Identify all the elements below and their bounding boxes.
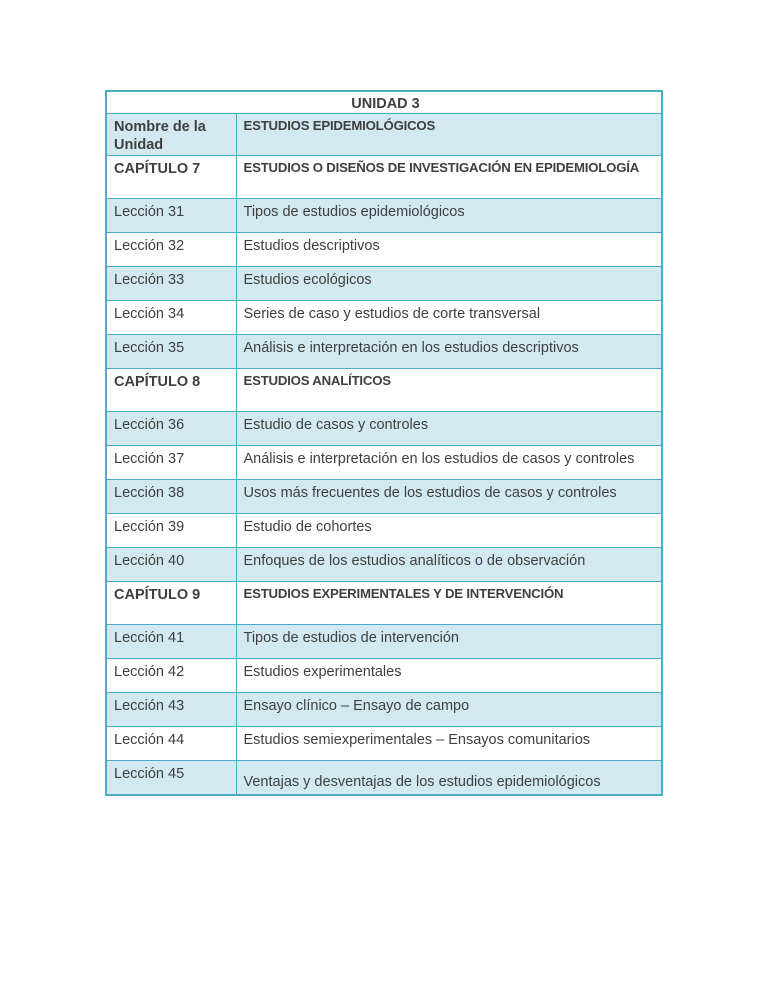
lesson-title: Estudios semiexperimentales – Ensayos comunitarios [236, 727, 662, 761]
lesson-title: Estudios ecológicos [236, 267, 662, 301]
lesson-row [106, 412, 662, 446]
row-desc: ESTUDIOS EPIDEMIOLÓGICOS [236, 114, 662, 156]
lesson-row [106, 446, 662, 480]
row-label: Nombre de la Unidad [106, 114, 236, 156]
lesson-row [106, 199, 662, 233]
lesson-title: Análisis e interpretación en los estudios descriptivos [236, 335, 662, 369]
lesson-number: Lección 45 [106, 761, 236, 795]
chapter-label: CAPÍTULO 9 [106, 582, 236, 625]
lesson-title: Tipos de estudios epidemiológicos [236, 199, 662, 233]
lesson-number: Lección 43 [106, 693, 236, 727]
lesson-number: Lección 42 [106, 659, 236, 693]
lesson-row [106, 267, 662, 301]
lesson-row [106, 625, 662, 659]
lesson-number: Lección 39 [106, 514, 236, 548]
lesson-number: Lección 33 [106, 267, 236, 301]
lesson-row [106, 480, 662, 514]
lesson-title: Estudio de casos y controles [236, 412, 662, 446]
lesson-row [106, 514, 662, 548]
lesson-number: Lección 44 [106, 727, 236, 761]
lesson-title: Series de caso y estudios de corte transversal [236, 301, 662, 335]
lesson-row [106, 659, 662, 693]
lesson-title: Usos más frecuentes de los estudios de casos y controles [236, 480, 662, 514]
lesson-row [106, 335, 662, 369]
chapter-title: ESTUDIOS EXPERIMENTALES Y DE INTERVENCIÓN [236, 582, 662, 625]
lesson-number: Lección 31 [106, 199, 236, 233]
unit-contents-table [105, 90, 663, 796]
lesson-title: Enfoques de los estudios analíticos o de observación [236, 548, 662, 582]
lesson-row [106, 301, 662, 335]
lesson-row [106, 693, 662, 727]
lesson-number: Lección 40 [106, 548, 236, 582]
lesson-row [106, 727, 662, 761]
lesson-title: Ensayo clínico – Ensayo de campo [236, 693, 662, 727]
lesson-title: Análisis e interpretación en los estudios de casos y controles [236, 446, 662, 480]
lesson-number: Lección 36 [106, 412, 236, 446]
chapter-title: ESTUDIOS ANALÍTICOS [236, 369, 662, 412]
chapter-label: CAPÍTULO 7 [106, 156, 236, 199]
lesson-number: Lección 34 [106, 301, 236, 335]
lesson-title: Estudio de cohortes [236, 514, 662, 548]
lesson-row [106, 548, 662, 582]
unit-name-row [106, 114, 662, 156]
chapter-row [106, 369, 662, 412]
chapter-title: ESTUDIOS O DISEÑOS DE INVESTIGACIÓN EN EPIDEMIOLOGÍA [236, 156, 662, 199]
lesson-number: Lección 35 [106, 335, 236, 369]
lesson-row [106, 761, 662, 795]
lesson-number: Lección 41 [106, 625, 236, 659]
lesson-title: Tipos de estudios de intervención [236, 625, 662, 659]
lesson-number: Lección 38 [106, 480, 236, 514]
unit-title: UNIDAD 3 [106, 91, 662, 114]
lesson-title: Estudios descriptivos [236, 233, 662, 267]
lesson-title: Estudios experimentales [236, 659, 662, 693]
chapter-row [106, 156, 662, 199]
lesson-title: Ventajas y desventajas de los estudios epidemiológicos [236, 761, 662, 795]
lesson-number: Lección 37 [106, 446, 236, 480]
unit-title-row [106, 91, 662, 114]
lesson-number: Lección 32 [106, 233, 236, 267]
chapter-label: CAPÍTULO 8 [106, 369, 236, 412]
lesson-row [106, 233, 662, 267]
chapter-row [106, 582, 662, 625]
